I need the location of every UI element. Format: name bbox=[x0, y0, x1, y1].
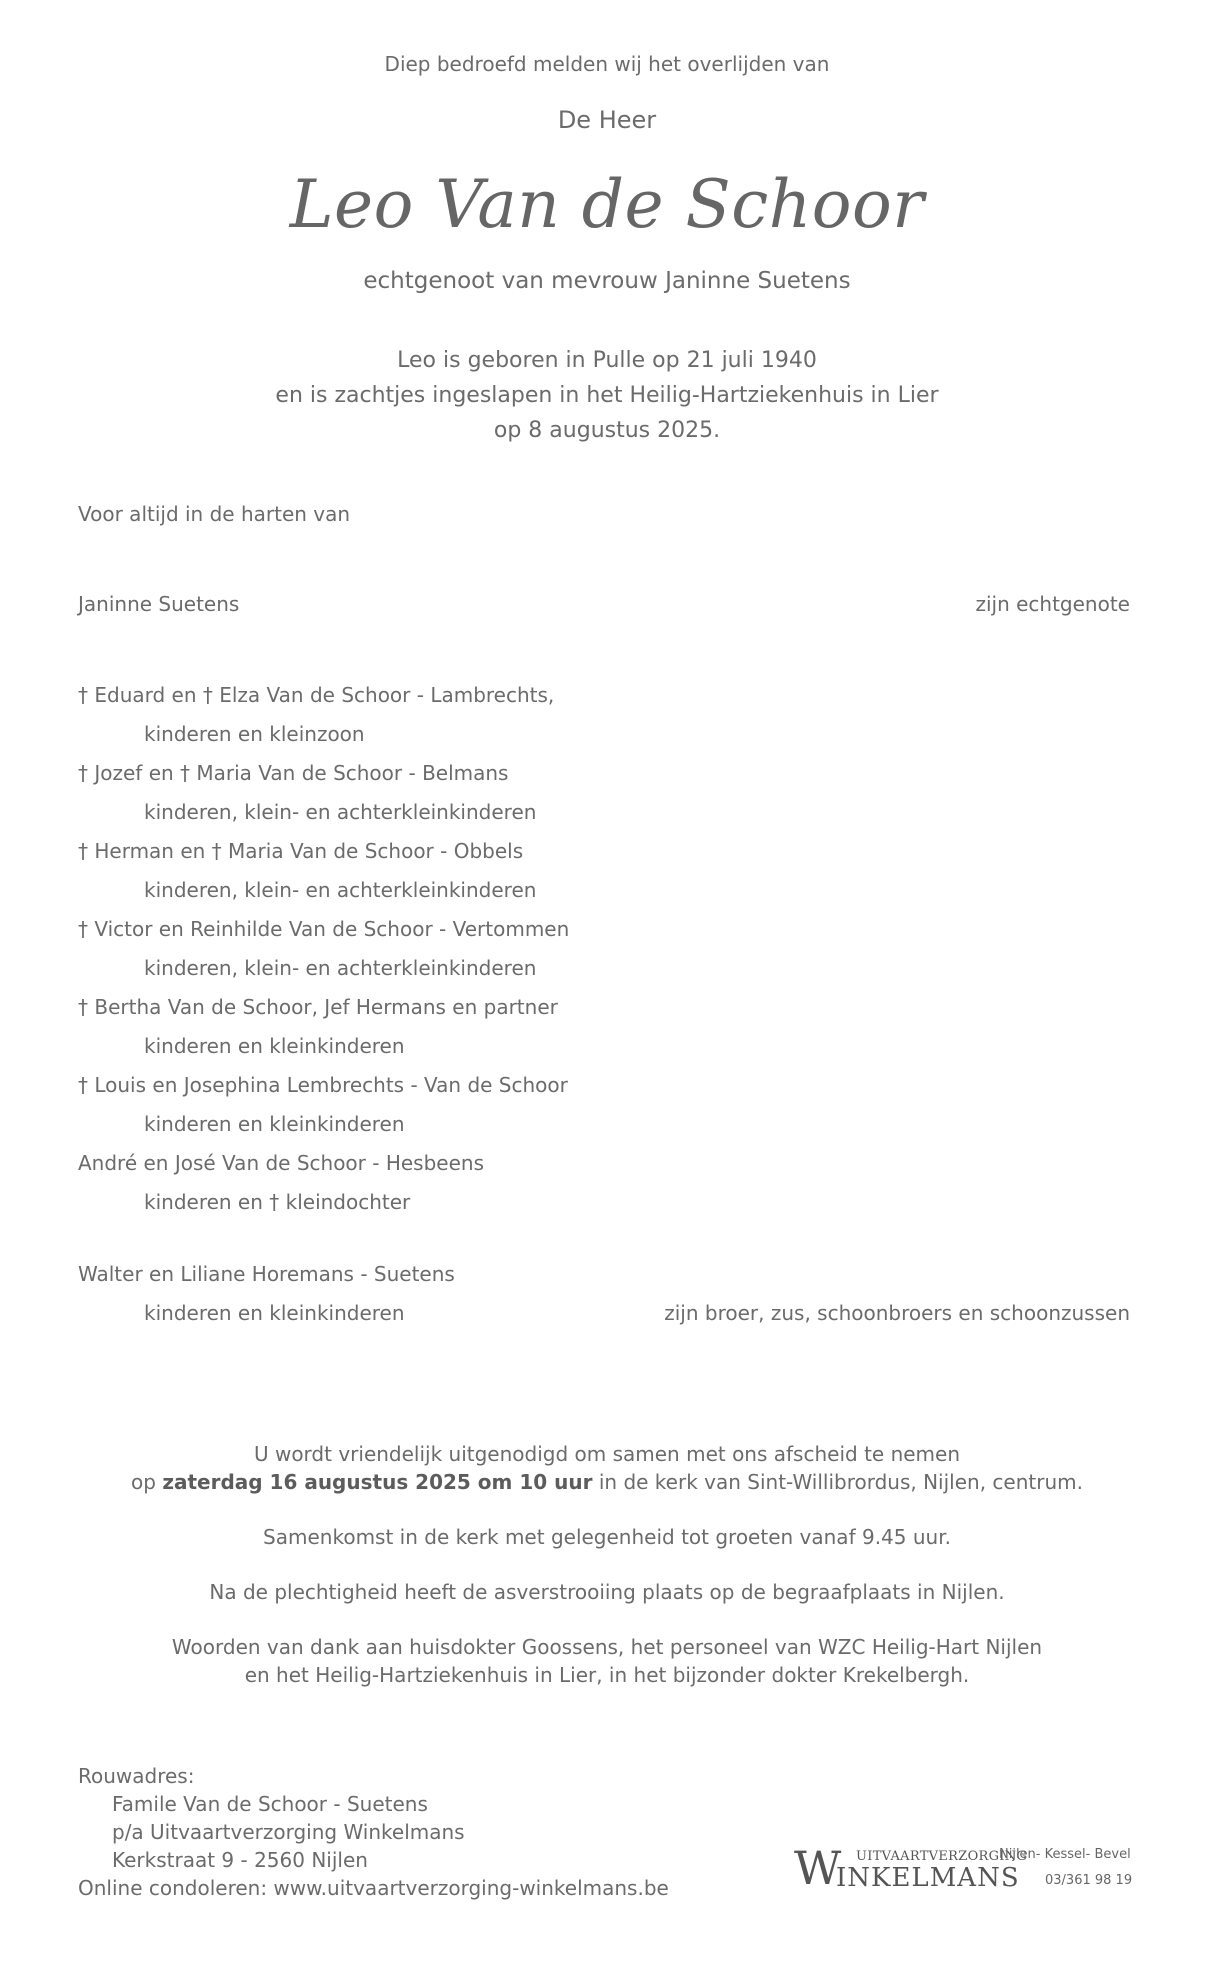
logo-subtitle: UITVAARTVERZORGING bbox=[856, 1849, 1028, 1864]
invite-post: in de kerk van Sint-Willibrordus, Nijlen, centrum. bbox=[592, 1470, 1083, 1494]
logo-name: INKELMANS bbox=[836, 1863, 1020, 1893]
bio-line: Leo is geboren in Pulle op 21 juli 1940 bbox=[397, 348, 817, 373]
family-descendants: kinderen en kleinzoon bbox=[144, 722, 365, 746]
family-descendants: kinderen en kleinkinderen bbox=[144, 1301, 405, 1325]
family-names: † Louis en Josephina Lembrechts - Van de Schoor bbox=[78, 1073, 568, 1097]
family-descendants: kinderen, klein- en achterkleinkinderen bbox=[144, 878, 537, 902]
family-descendants: kinderen en † kleindochter bbox=[144, 1190, 411, 1214]
online-condolence-link[interactable]: Online condoleren: www.uitvaartverzorging-winkelmans.be bbox=[78, 1876, 669, 1900]
family-names: † Bertha Van de Schoor, Jef Hermans en partner bbox=[78, 995, 558, 1019]
family-names: † Herman en † Maria Van de Schoor - Obbels bbox=[78, 839, 524, 863]
thanks-line: en het Heilig-Hartziekenhuis in Lier, in het bijzonder dokter Krekelbergh. bbox=[244, 1663, 970, 1687]
bio-block bbox=[0, 343, 1214, 448]
mourners-intro: Voor altijd in de harten van bbox=[78, 502, 351, 526]
scattering-text: Na de plechtigheid heeft de asverstrooiing plaats op de begraafplaats in Nijlen. bbox=[209, 1580, 1005, 1604]
family-descendants: kinderen, klein- en achterkleinkinderen bbox=[144, 956, 537, 980]
family-descendants: kinderen, klein- en achterkleinkinderen bbox=[144, 800, 537, 824]
family-names: Walter en Liliane Horemans - Suetens bbox=[78, 1262, 455, 1286]
deceased-name: Leo Van de Schoor bbox=[289, 166, 925, 243]
gathering-text: Samenkomst in de kerk met gelegenheid tot groeten vanaf 9.45 uur. bbox=[263, 1525, 951, 1549]
funeral-home-logo bbox=[794, 1843, 1134, 1901]
intro-text: Diep bedroefd melden wij het overlijden van bbox=[384, 52, 830, 76]
address-label: Rouwadres: bbox=[78, 1764, 195, 1788]
siblings-relation: zijn broer, zus, schoonbroers en schoonzussen bbox=[664, 1301, 1130, 1325]
family-descendants: kinderen en kleinkinderen bbox=[144, 1034, 405, 1058]
family-descendants: kinderen en kleinkinderen bbox=[144, 1112, 405, 1136]
honorific: De Heer bbox=[557, 106, 657, 134]
bio-line: en is zachtjes ingeslapen in het Heilig-Hartziekenhuis in Lier bbox=[275, 383, 939, 408]
family-names: † Eduard en † Elza Van de Schoor - Lambrechts, bbox=[78, 683, 555, 707]
spouse-name: Janinne Suetens bbox=[78, 592, 240, 616]
address-line: Famile Van de Schoor - Suetens bbox=[112, 1792, 428, 1816]
invite-line bbox=[0, 1468, 1214, 1496]
bio-line: op 8 augustus 2025. bbox=[493, 418, 721, 443]
logo-places: Nijlen- Kessel- Bevel bbox=[999, 1847, 1131, 1862]
ceremony-block bbox=[0, 1440, 1214, 1689]
invite-pre: op bbox=[131, 1470, 163, 1494]
family-names: † Victor en Reinhilde Van de Schoor - Vertommen bbox=[78, 917, 570, 941]
logo-initial: W bbox=[794, 1841, 842, 1895]
spouse-line: echtgenoot van mevrouw Janinne Suetens bbox=[363, 268, 851, 294]
family-names: André en José Van de Schoor - Hesbeens bbox=[78, 1151, 484, 1175]
ceremony-datetime: zaterdag 16 augustus 2025 om 10 uur bbox=[162, 1470, 593, 1494]
address-line: Kerkstraat 9 - 2560 Nijlen bbox=[112, 1848, 368, 1872]
family-list bbox=[78, 681, 569, 1227]
thanks-line: Woorden van dank aan huisdokter Goossens, het personeel van WZC Heilig-Hart Nijlen bbox=[171, 1635, 1043, 1659]
logo-phone: 03/361 98 19 bbox=[1045, 1873, 1133, 1888]
family-names: † Jozef en † Maria Van de Schoor - Belmans bbox=[78, 761, 509, 785]
spouse-relation: zijn echtgenote bbox=[975, 592, 1130, 616]
address-line: p/a Uitvaartverzorging Winkelmans bbox=[112, 1820, 465, 1844]
mourning-address bbox=[78, 1762, 669, 1902]
invite-line: U wordt vriendelijk uitgenodigd om samen met ons afscheid te nemen bbox=[253, 1442, 961, 1466]
